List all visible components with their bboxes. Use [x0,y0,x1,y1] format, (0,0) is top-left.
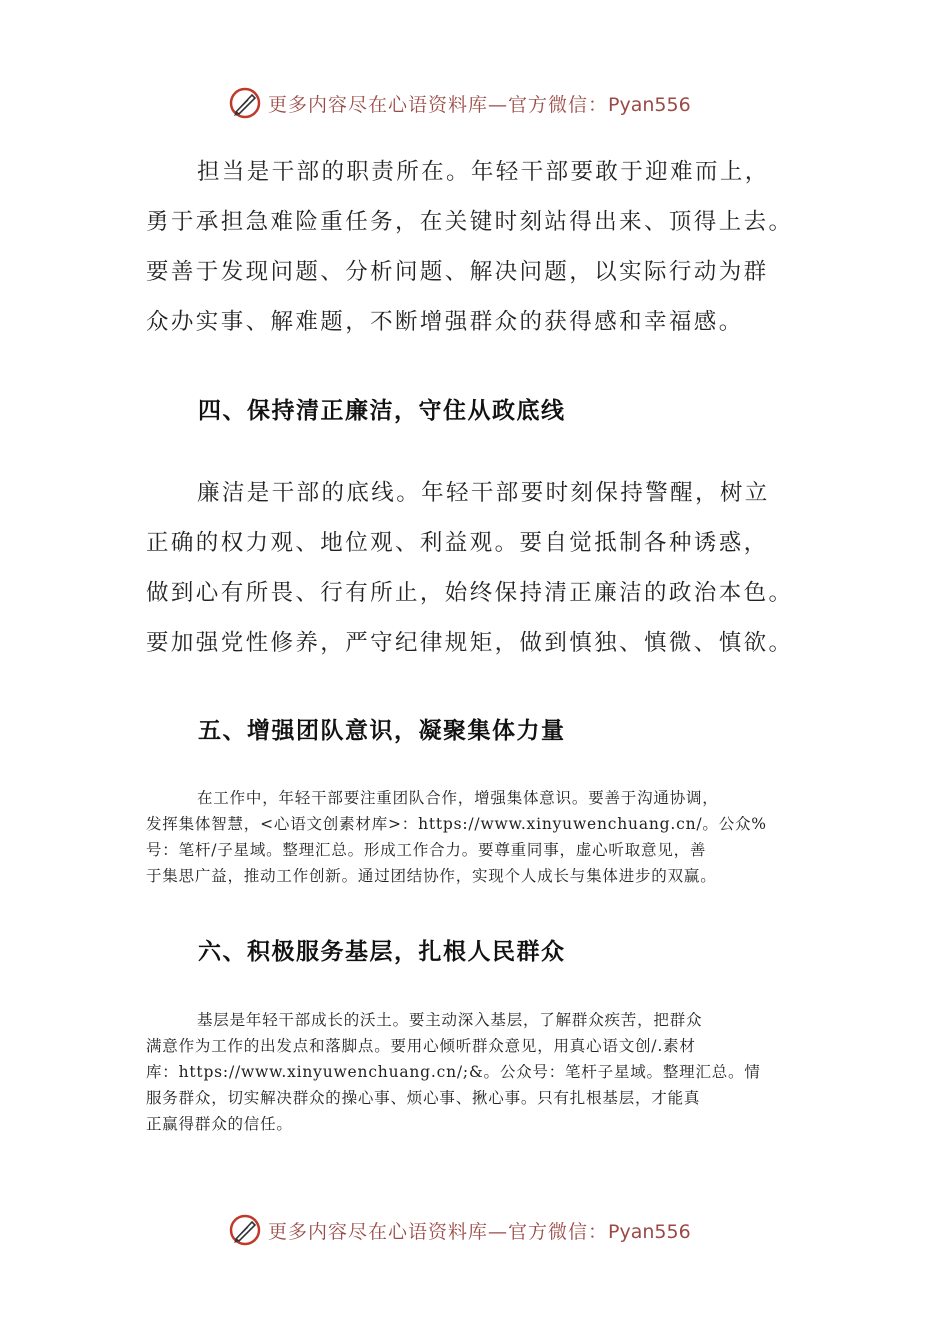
section5-heading: 五、增强团队意识，凝聚集体力量 [198,718,566,744]
paragraph-line: 满意作为工作的出发点和落脚点。要用心倾听群众意见，用真心语文创/.素材 [146,1037,696,1055]
paragraph-line: 号：笔杆/子星域。整理汇总。形成工作合力。要尊重同事，虚心听取意见，善 [146,841,707,859]
footer-banner-id: Pyan556 [608,1220,691,1243]
paragraph-line: 勇于承担急难险重任务，在关键时刻站得出来、顶得上去。 [146,209,794,235]
paragraph-line: 在工作中，年轻干部要注重团队合作，增强集体意识。要善于沟通协调， [197,789,719,807]
header-banner [228,83,748,123]
paragraph-line: 基层是年轻干部成长的沃土。要主动深入基层，了解群众疾苦，把群众 [197,1011,703,1029]
footer-banner-text: 更多内容尽在心语资料库—官方微信：Pyan556 [268,1220,691,1243]
pen-logo-icon [228,86,262,120]
section4-heading: 四、保持清正廉洁，守住从政底线 [198,398,566,424]
paragraph-line: 正确的权力观、地位观、利益观。要自觉抵制各种诱惑， [146,530,769,556]
paragraph-line: 担当是干部的职责所在。年轻干部要敢于迎难而上， [197,159,770,185]
paragraph-line: 要善于发现问题、分析问题、解决问题，以实际行动为群 [146,259,769,285]
section6-paragraph [146,1007,816,1137]
paragraph-line: 服务群众，切实解决群众的操心事、烦心事、揪心事。只有扎根基层，才能真 [146,1089,701,1107]
paragraph-line: 要加强党性修养，严守纪律规矩，做到慎独、慎微、慎欲。 [146,630,794,656]
section3-paragraph [146,147,816,347]
header-banner-id: Pyan556 [608,93,691,116]
section4-paragraph [146,468,816,668]
paragraph-line: 发挥集体智慧，<心语文创素材库>：https://www.xinyuwenchuang.cn/。公众% [146,815,767,833]
paragraph-line: 库：https://www.xinyuwenchuang.cn/;&。公众号：笔杆子星域。整理汇总。情 [146,1063,761,1081]
section6-heading: 六、积极服务基层，扎根人民群众 [198,939,566,965]
header-banner-text: 更多内容尽在心语资料库—官方微信：Pyan556 [268,93,691,116]
pen-logo-icon [228,1213,262,1247]
paragraph-line: 廉洁是干部的底线。年轻干部要时刻保持警醒，树立 [197,480,770,506]
paragraph-line: 众办实事、解难题，不断增强群众的获得感和幸福感。 [146,309,744,335]
section5-paragraph [146,785,816,889]
paragraph-line: 正赢得群众的信任。 [146,1115,293,1133]
paragraph-line: 做到心有所畏、行有所止，始终保持清正廉洁的政治本色。 [146,580,794,606]
paragraph-line: 于集思广益，推动工作创新。通过团结协作，实现个人成长与集体进步的双赢。 [146,867,717,885]
footer-banner [228,1210,748,1250]
